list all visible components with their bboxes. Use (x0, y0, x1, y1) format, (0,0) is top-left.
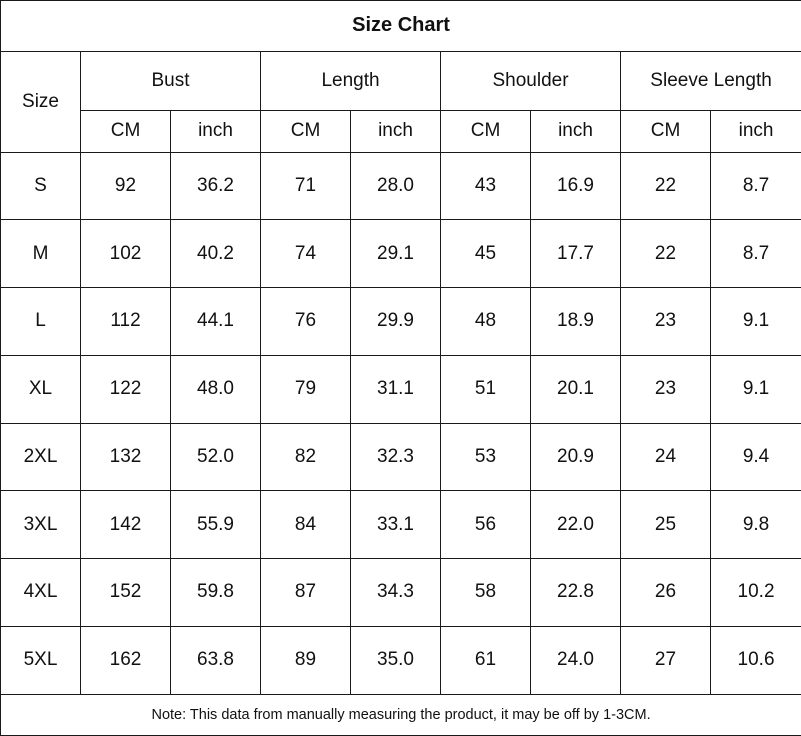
table-row (1, 626, 801, 694)
measurement-cell: 34.3 (351, 559, 441, 627)
measurement-cell: 10.2 (711, 559, 801, 627)
measurement-cell: 10.6 (711, 626, 801, 694)
measurement-cell: 92 (81, 152, 171, 220)
measurement-cell: 24.0 (531, 626, 621, 694)
measurement-cell: 27 (621, 626, 711, 694)
measurement-cell: 52.0 (171, 423, 261, 491)
unit-header-cm: CM (441, 111, 531, 152)
size-label-cell: 5XL (1, 626, 81, 694)
measurement-cell: 23 (621, 355, 711, 423)
measurement-cell: 102 (81, 220, 171, 288)
measurement-cell: 45 (441, 220, 531, 288)
sleeve-length-header: Sleeve Length (621, 51, 801, 111)
measurement-cell: 48 (441, 288, 531, 356)
chart-title: Size Chart (1, 1, 801, 52)
measurement-cell: 23 (621, 288, 711, 356)
measurement-cell: 20.1 (531, 355, 621, 423)
bust-header: Bust (81, 51, 261, 111)
measurement-cell: 31.1 (351, 355, 441, 423)
measurement-cell: 122 (81, 355, 171, 423)
unit-header-inch: inch (171, 111, 261, 152)
measurement-cell: 61 (441, 626, 531, 694)
measurement-cell: 9.8 (711, 491, 801, 559)
measurement-cell: 84 (261, 491, 351, 559)
measurement-note: Note: This data from manually measuring the product, it may be off by 1-3CM. (1, 694, 801, 736)
unit-header-cm: CM (621, 111, 711, 152)
table-row (1, 491, 801, 559)
measurement-cell: 9.1 (711, 355, 801, 423)
size-column-header: Size (1, 51, 81, 152)
measurement-cell: 25 (621, 491, 711, 559)
measurement-cell: 43 (441, 152, 531, 220)
measurement-cell: 22 (621, 152, 711, 220)
measurement-cell: 63.8 (171, 626, 261, 694)
table-row (1, 559, 801, 627)
size-label-cell: S (1, 152, 81, 220)
measurement-cell: 28.0 (351, 152, 441, 220)
measurement-cell: 22.8 (531, 559, 621, 627)
table-row (1, 355, 801, 423)
measurement-cell: 152 (81, 559, 171, 627)
unit-header-cm: CM (81, 111, 171, 152)
measurement-cell: 29.1 (351, 220, 441, 288)
measurement-cell: 9.4 (711, 423, 801, 491)
unit-header-inch: inch (531, 111, 621, 152)
measurement-cell: 142 (81, 491, 171, 559)
measurement-cell: 132 (81, 423, 171, 491)
measurement-cell: 33.1 (351, 491, 441, 559)
measurement-cell: 22 (621, 220, 711, 288)
measurement-cell: 26 (621, 559, 711, 627)
measurement-cell: 18.9 (531, 288, 621, 356)
size-label-cell: 3XL (1, 491, 81, 559)
unit-header-inch: inch (711, 111, 801, 152)
measurement-cell: 16.9 (531, 152, 621, 220)
length-header: Length (261, 51, 441, 111)
table-row (1, 288, 801, 356)
size-label-cell: M (1, 220, 81, 288)
measurement-cell: 89 (261, 626, 351, 694)
measurement-cell: 17.7 (531, 220, 621, 288)
measurement-cell: 29.9 (351, 288, 441, 356)
size-label-cell: L (1, 288, 81, 356)
table-row (1, 423, 801, 491)
table-row (1, 152, 801, 220)
measurement-cell: 8.7 (711, 152, 801, 220)
shoulder-header: Shoulder (441, 51, 621, 111)
size-label-cell: 2XL (1, 423, 81, 491)
measurement-cell: 74 (261, 220, 351, 288)
measurement-cell: 82 (261, 423, 351, 491)
table-row (1, 220, 801, 288)
measurement-cell: 53 (441, 423, 531, 491)
measurement-cell: 48.0 (171, 355, 261, 423)
measurement-cell: 32.3 (351, 423, 441, 491)
measurement-cell: 56 (441, 491, 531, 559)
measurement-cell: 87 (261, 559, 351, 627)
measurement-cell: 35.0 (351, 626, 441, 694)
unit-header-inch: inch (351, 111, 441, 152)
measurement-cell: 36.2 (171, 152, 261, 220)
measurement-cell: 79 (261, 355, 351, 423)
measurement-cell: 162 (81, 626, 171, 694)
measurement-cell: 9.1 (711, 288, 801, 356)
measurement-cell: 59.8 (171, 559, 261, 627)
measurement-cell: 44.1 (171, 288, 261, 356)
measurement-cell: 40.2 (171, 220, 261, 288)
measurement-cell: 71 (261, 152, 351, 220)
size-label-cell: 4XL (1, 559, 81, 627)
measurement-cell: 58 (441, 559, 531, 627)
measurement-cell: 22.0 (531, 491, 621, 559)
measurement-cell: 51 (441, 355, 531, 423)
measurement-cell: 8.7 (711, 220, 801, 288)
measurement-cell: 112 (81, 288, 171, 356)
measurement-cell: 20.9 (531, 423, 621, 491)
measurement-cell: 55.9 (171, 491, 261, 559)
measurement-cell: 76 (261, 288, 351, 356)
measurement-cell: 24 (621, 423, 711, 491)
size-label-cell: XL (1, 355, 81, 423)
unit-header-cm: CM (261, 111, 351, 152)
